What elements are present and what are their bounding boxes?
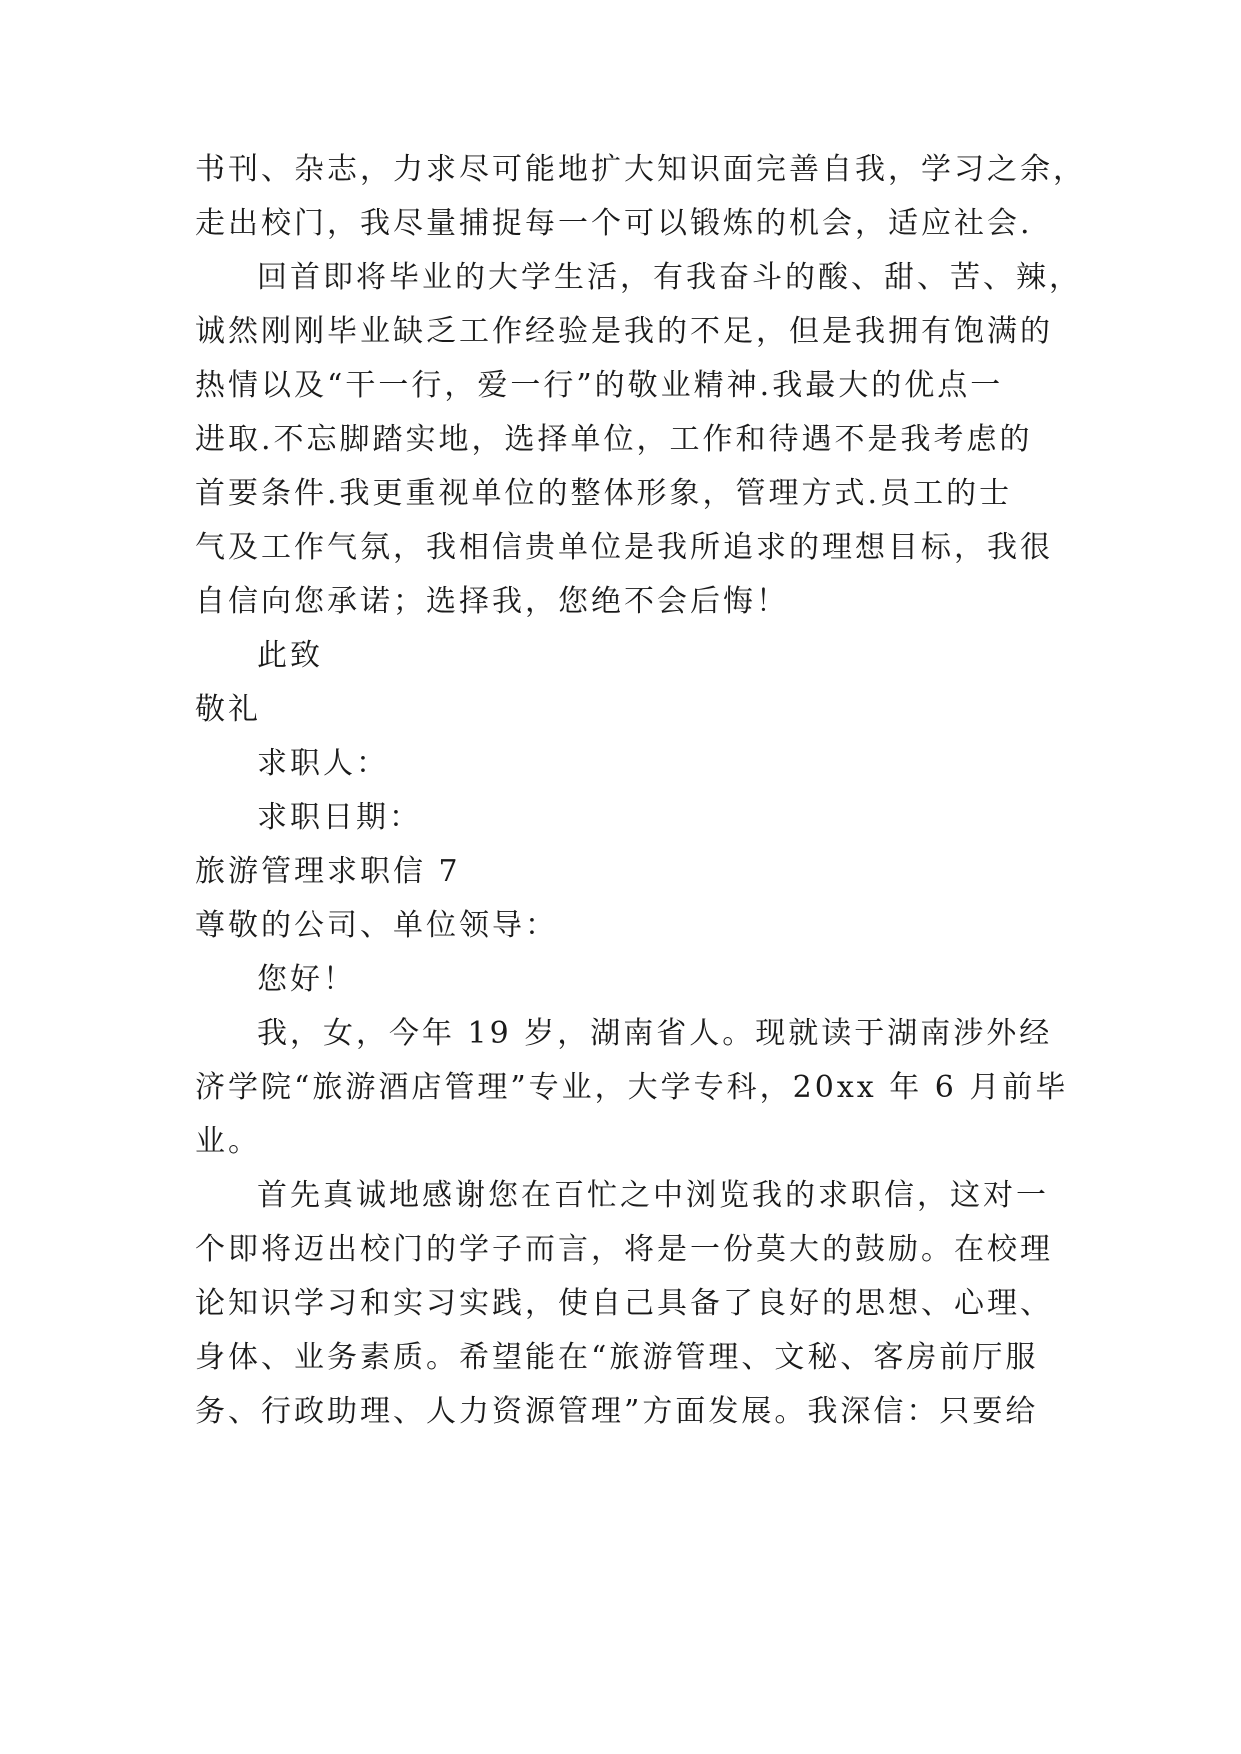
closing-regards: 敬礼 xyxy=(195,692,261,727)
text-line: 气及工作气氛，我相信贵单位是我所追求的理想目标，我很 xyxy=(195,530,1053,565)
text-line: 自信向您承诺；选择我，您绝不会后悔！ xyxy=(195,584,789,619)
applicant-label: 求职人： xyxy=(257,746,389,781)
text-line: 首要条件.我更重视单位的整体形象，管理方式.员工的士 xyxy=(195,476,1013,511)
text-line: 诚然刚刚毕业缺乏工作经验是我的不足，但是我拥有饱满的 xyxy=(195,314,1053,349)
closing-salutation: 此致 xyxy=(257,638,323,673)
text-line: 书刊、杂志，力求尽可能地扩大知识面完善自我，学习之余， xyxy=(195,152,1086,187)
text-line: 业。 xyxy=(195,1124,261,1159)
text-line: 个即将迈出校门的学子而言，将是一份莫大的鼓励。在校理 xyxy=(195,1232,1053,1267)
application-date-label: 求职日期： xyxy=(257,800,422,835)
greeting: 您好！ xyxy=(257,962,356,997)
text-line: 论知识学习和实习实践，使自己具备了良好的思想、心理、 xyxy=(195,1286,1053,1321)
text-line: 走出校门，我尽量捕捉每一个可以锻炼的机会，适应社会. xyxy=(195,206,1033,241)
section-title: 旅游管理求职信 7 xyxy=(195,854,461,889)
greeting-recipient: 尊敬的公司、单位领导： xyxy=(195,908,558,943)
text-line: 济学院“旅游酒店管理”专业，大学专科，20xx 年 6 月前毕 xyxy=(195,1070,1069,1105)
text-line: 热情以及“干一行，爱一行”的敬业精神.我最大的优点一 xyxy=(195,368,1004,403)
text-line: 进取.不忘脚踏实地，选择单位，工作和待遇不是我考虑的 xyxy=(195,422,1033,457)
paragraph-start-line: 我，女，今年 19 岁，湖南省人。现就读于湖南涉外经 xyxy=(257,1016,1053,1051)
text-line: 身体、业务素质。希望能在“旅游管理、文秘、客房前厅服 xyxy=(195,1340,1039,1375)
paragraph-start-line: 回首即将毕业的大学生活，有我奋斗的酸、甜、苦、辣， xyxy=(257,260,1082,295)
paragraph-start-line: 首先真诚地感谢您在百忙之中浏览我的求职信，这对一 xyxy=(257,1178,1049,1213)
text-line: 务、行政助理、人力资源管理”方面发展。我深信：只要给 xyxy=(195,1394,1039,1429)
